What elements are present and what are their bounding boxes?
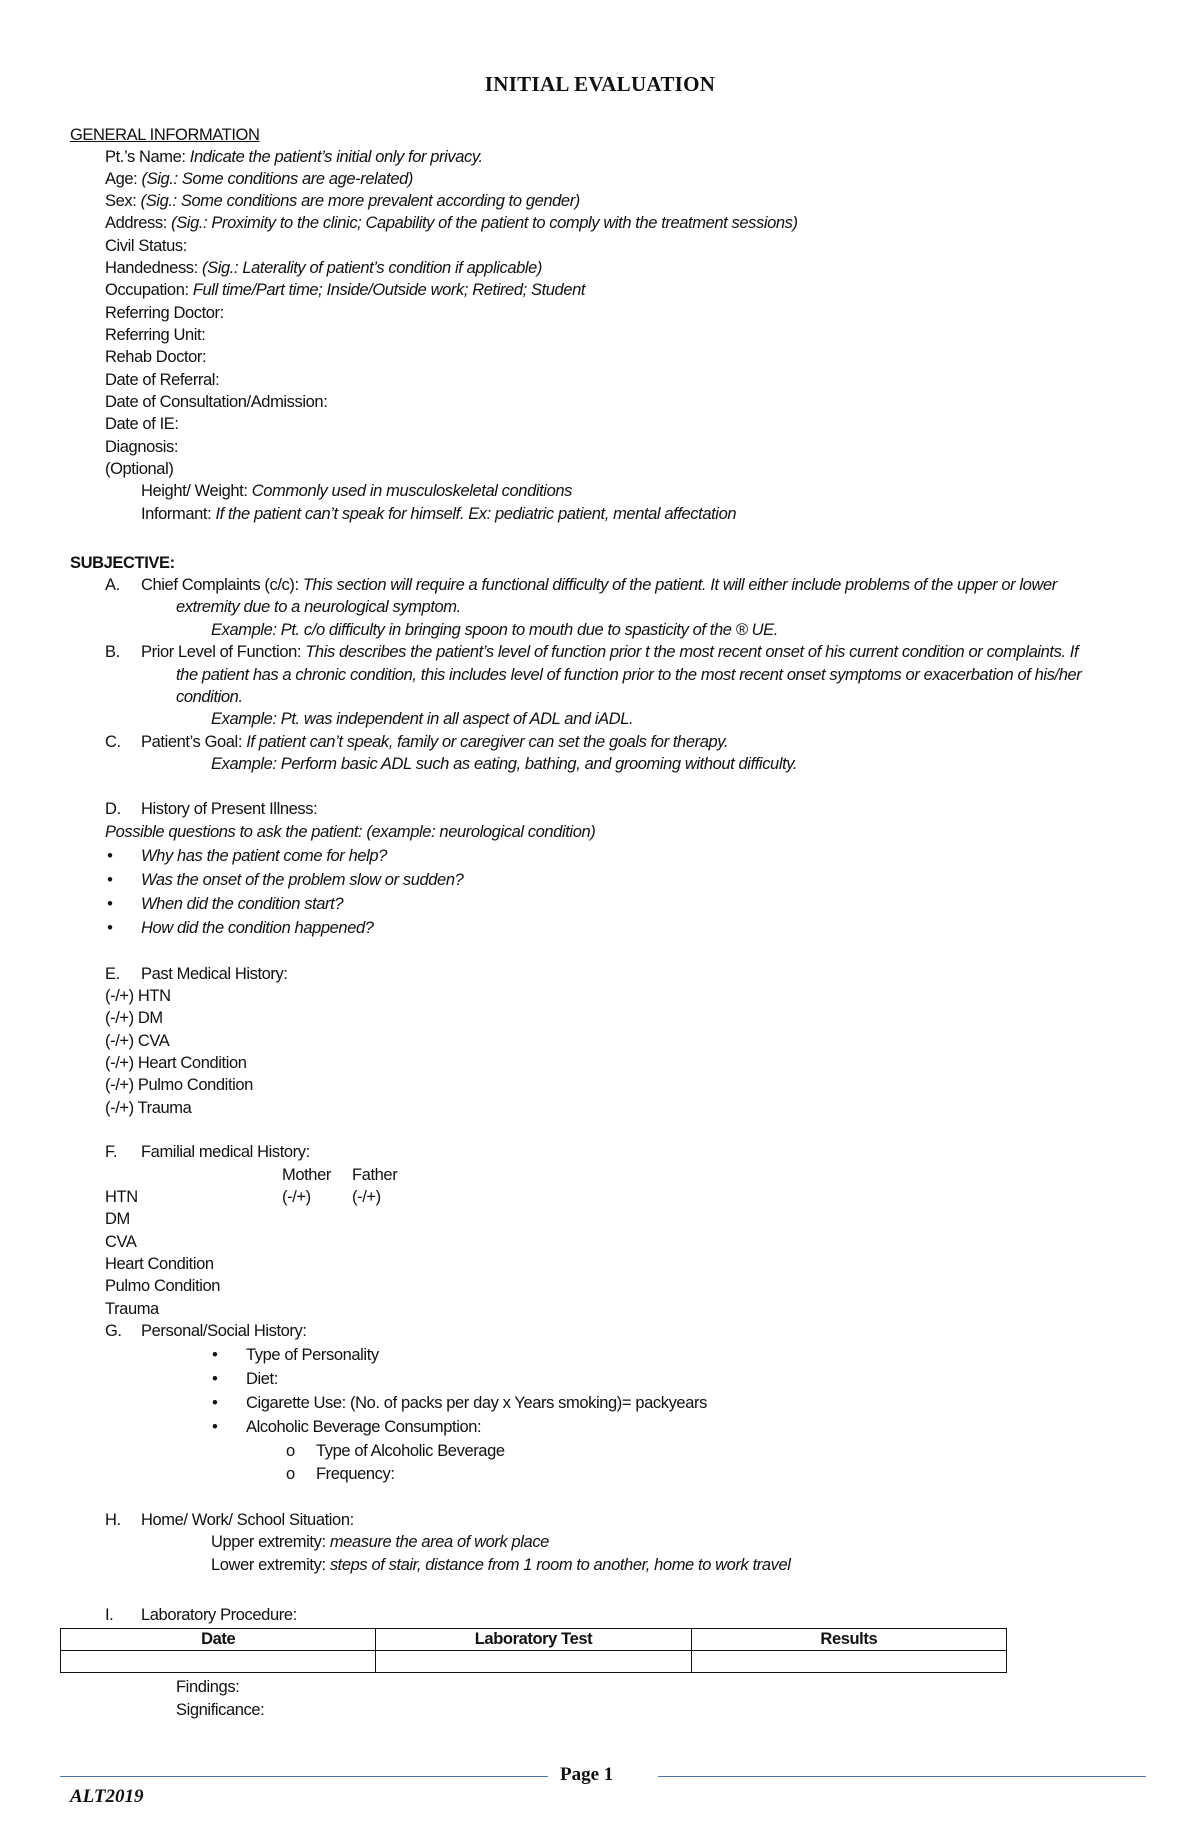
past-history-item: (-/+) DM bbox=[105, 1009, 163, 1027]
chief-complaints bbox=[141, 574, 1057, 596]
patients-goal bbox=[141, 731, 728, 753]
personal-history-item: • Diet: bbox=[246, 1368, 278, 1390]
footer-divider-right bbox=[658, 1776, 1146, 1777]
sex-label: Sex: bbox=[105, 192, 141, 210]
sex-hint: (Sig.: Some conditions are more prevalent according to gender) bbox=[140, 192, 580, 210]
lab-date-cell[interactable] bbox=[61, 1651, 376, 1673]
past-medical-history-label: Past Medical History: bbox=[141, 965, 288, 983]
chief-complaints-example: Example: Pt. c/o difficulty in bringing spoon to mouth due to spasticity of the ® UE. bbox=[211, 621, 778, 639]
lab-col-test: Laboratory Test bbox=[376, 1629, 691, 1651]
past-history-item: (-/+) CVA bbox=[105, 1032, 170, 1050]
document-code: ALT2019 bbox=[70, 1786, 144, 1807]
home-work-school-label: Home/ Work/ School Situation: bbox=[141, 1511, 354, 1529]
document-title: INITIAL EVALUATION bbox=[484, 72, 716, 96]
chief-complaints-line2: extremity due to a neurological symptom. bbox=[176, 598, 461, 616]
alcohol-sub-item: o Type of Alcoholic Beverage bbox=[316, 1440, 505, 1462]
handedness-field bbox=[105, 257, 542, 279]
familial-item: Heart Condition bbox=[105, 1255, 214, 1273]
lower-extremity-hint: steps of stair, distance from 1 room to another, home to work travel bbox=[329, 1556, 791, 1574]
handedness-hint: (Sig.: Laterality of patient’s condition if applicable) bbox=[202, 259, 543, 277]
history-question-item: • Was the onset of the problem slow or sudden? bbox=[141, 869, 463, 891]
patients-goal-example: Example: Perform basic ADL such as eating, bathing, and grooming without difficulty. bbox=[211, 755, 798, 773]
alcohol-sub-item: o Frequency: bbox=[316, 1463, 395, 1485]
prior-level-label: Prior Level of Function: bbox=[141, 643, 306, 661]
history-present-illness-label: History of Present Illness: bbox=[141, 800, 318, 818]
address-field bbox=[105, 212, 798, 234]
past-history-item: (-/+) HTN bbox=[105, 987, 171, 1005]
date-of-consultation-field: Date of Consultation/Admission: bbox=[105, 393, 328, 411]
occupation-hint: Full time/Part time; Inside/Outside work; Retired; Student bbox=[192, 281, 586, 299]
familial-item: CVA bbox=[105, 1233, 137, 1251]
section-a-letter: A. bbox=[105, 576, 120, 594]
upper-extremity-field bbox=[211, 1531, 549, 1553]
past-history-item: (-/+) Trauma bbox=[105, 1099, 192, 1117]
lab-col-results: Results bbox=[691, 1629, 1006, 1651]
informant-hint: If the patient can’t speak for himself. Ex: pediatric patient, mental affectation bbox=[215, 505, 737, 523]
height-weight-field bbox=[141, 480, 572, 502]
height-weight-label: Height/ Weight: bbox=[141, 482, 252, 500]
section-i-letter: I. bbox=[105, 1606, 114, 1624]
history-question-item: • Why has the patient come for help? bbox=[141, 845, 387, 867]
prior-level-line1: This describes the patient’s level of function prior t the most recent onset of his current condition or complaints. If bbox=[305, 643, 1079, 661]
mother-column-header: Mother bbox=[282, 1166, 331, 1184]
htn-mother-value: (-/+) bbox=[282, 1188, 311, 1206]
footer-divider-left bbox=[60, 1776, 548, 1777]
lower-extremity-field bbox=[211, 1554, 791, 1576]
familial-item: DM bbox=[105, 1210, 130, 1228]
prior-level-line2: the patient has a chronic condition, this includes level of function prior to the most recent onset symptoms or exacerbation of his/her bbox=[176, 666, 1082, 684]
past-history-item: (-/+) Heart Condition bbox=[105, 1054, 247, 1072]
occupation-field bbox=[105, 279, 585, 301]
chief-complaints-line1: This section will require a functional difficulty of the patient. It will either include problems of the upper or lower bbox=[302, 576, 1057, 594]
upper-extremity-hint: measure the area of work place bbox=[329, 1533, 549, 1551]
occupation-label: Occupation: bbox=[105, 281, 193, 299]
laboratory-table bbox=[60, 1628, 1007, 1673]
patient-name-hint: Indicate the patient’s initial only for privacy. bbox=[189, 148, 483, 166]
familial-item: HTN bbox=[105, 1188, 138, 1206]
informant-label: Informant: bbox=[141, 505, 216, 523]
lab-results-cell[interactable] bbox=[691, 1651, 1006, 1673]
personal-history-item: • Cigarette Use: (No. of packs per day x Years smoking)= packyears bbox=[246, 1392, 707, 1414]
history-question-item: • How did the condition happened? bbox=[141, 917, 374, 939]
lower-extremity-label: Lower extremity: bbox=[211, 1556, 330, 1574]
laboratory-procedure-label: Laboratory Procedure: bbox=[141, 1606, 297, 1624]
table-row bbox=[61, 1651, 1007, 1673]
section-e-letter: E. bbox=[105, 965, 120, 983]
age-hint: (Sig.: Some conditions are age-related) bbox=[141, 170, 413, 188]
diagnosis-field: Diagnosis: bbox=[105, 438, 179, 456]
rehab-doctor-field: Rehab Doctor: bbox=[105, 348, 207, 366]
findings-field: Findings: bbox=[176, 1678, 240, 1696]
optional-label: (Optional) bbox=[105, 460, 174, 478]
patients-goal-label: Patient’s Goal: bbox=[141, 733, 247, 751]
informant-field bbox=[141, 503, 736, 525]
patient-name-field bbox=[105, 146, 483, 168]
htn-father-value: (-/+) bbox=[352, 1188, 381, 1206]
date-of-referral-field: Date of Referral: bbox=[105, 371, 220, 389]
familial-history-label: Familial medical History: bbox=[141, 1143, 310, 1161]
history-question-item: • When did the condition start? bbox=[141, 893, 343, 915]
section-f-letter: F. bbox=[105, 1143, 118, 1161]
patient-name-label: Pt.’s Name: bbox=[105, 148, 190, 166]
section-d-letter: D. bbox=[105, 800, 121, 818]
general-information-heading: GENERAL INFORMATION bbox=[70, 126, 260, 144]
referring-unit-field: Referring Unit: bbox=[105, 326, 206, 344]
date-of-ie-field: Date of IE: bbox=[105, 415, 179, 433]
section-b-letter: B. bbox=[105, 643, 120, 661]
significance-field: Significance: bbox=[176, 1701, 265, 1719]
age-label: Age: bbox=[105, 170, 142, 188]
section-h-letter: H. bbox=[105, 1511, 121, 1529]
prior-level-of-function bbox=[141, 641, 1078, 663]
lab-test-cell[interactable] bbox=[376, 1651, 691, 1673]
civil-status-field: Civil Status: bbox=[105, 237, 187, 255]
laboratory-table-header-row bbox=[61, 1629, 1007, 1651]
prior-level-line3: condition. bbox=[176, 688, 243, 706]
page-number: Page 1 bbox=[560, 1764, 614, 1785]
lab-col-date: Date bbox=[61, 1629, 376, 1651]
section-c-letter: C. bbox=[105, 733, 121, 751]
familial-item: Trauma bbox=[105, 1300, 159, 1318]
history-questions-intro: Possible questions to ask the patient: (example: neurological condition) bbox=[105, 823, 596, 841]
chief-complaints-label: Chief Complaints (c/c): bbox=[141, 576, 303, 594]
subjective-heading: SUBJECTIVE: bbox=[70, 554, 175, 572]
address-label: Address: bbox=[105, 214, 172, 232]
height-weight-hint: Commonly used in musculoskeletal conditions bbox=[251, 482, 572, 500]
upper-extremity-label: Upper extremity: bbox=[211, 1533, 330, 1551]
personal-social-history-label: Personal/Social History: bbox=[141, 1322, 307, 1340]
section-g-letter: G. bbox=[105, 1322, 122, 1340]
personal-history-item: • Alcoholic Beverage Consumption: bbox=[246, 1416, 481, 1438]
past-history-item: (-/+) Pulmo Condition bbox=[105, 1076, 253, 1094]
father-column-header: Father bbox=[352, 1166, 398, 1184]
sex-field bbox=[105, 190, 580, 212]
personal-history-item: • Type of Personality bbox=[246, 1344, 379, 1366]
age-field bbox=[105, 168, 413, 190]
handedness-label: Handedness: bbox=[105, 259, 203, 277]
referring-doctor-field: Referring Doctor: bbox=[105, 304, 224, 322]
familial-item: Pulmo Condition bbox=[105, 1277, 221, 1295]
prior-level-example: Example: Pt. was independent in all aspect of ADL and iADL. bbox=[211, 710, 634, 728]
patients-goal-line1: If patient can’t speak, family or caregiver can set the goals for therapy. bbox=[246, 733, 729, 751]
address-hint: (Sig.: Proximity to the clinic; Capability of the patient to comply with the treatment sessions) bbox=[171, 214, 798, 232]
